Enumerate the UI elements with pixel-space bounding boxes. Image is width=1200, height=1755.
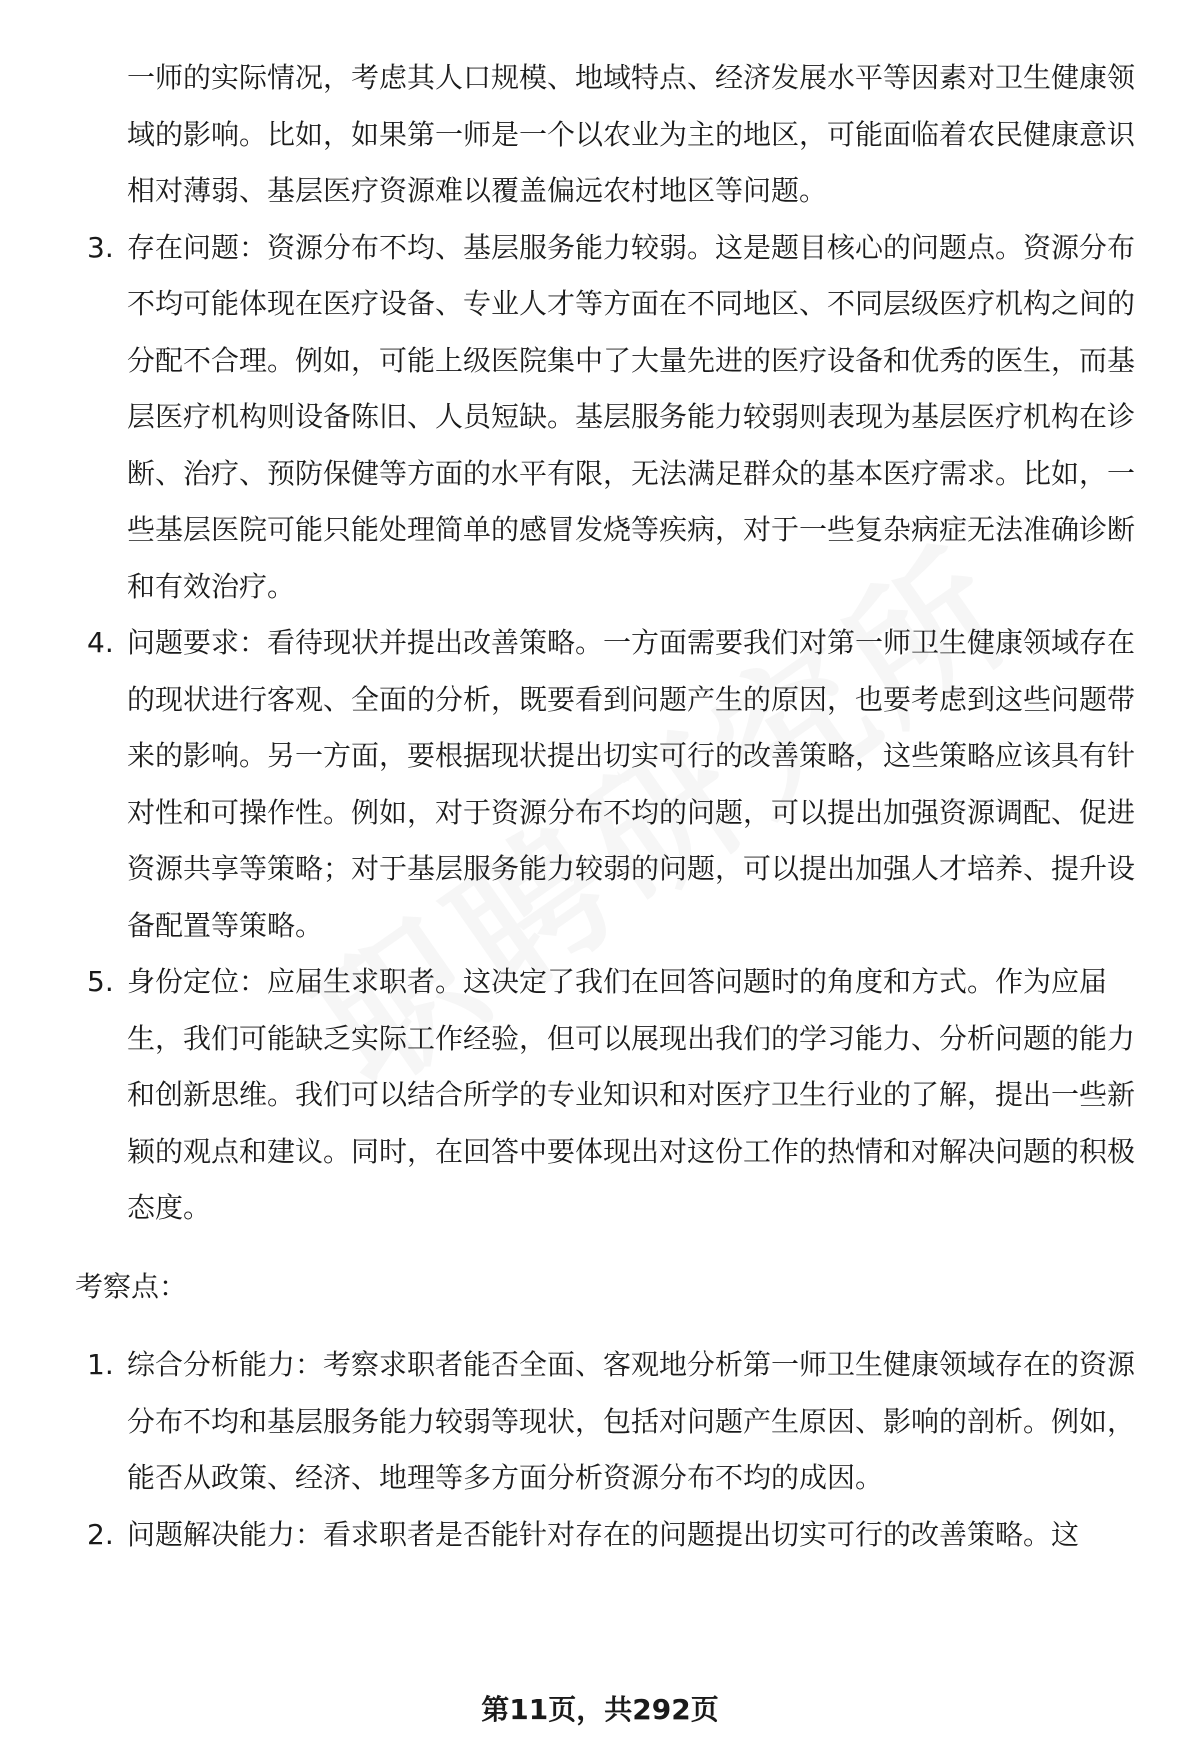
list-item-5: [75, 954, 1135, 1237]
list-item-text: 身份定位：应届生求职者。这决定了我们在回答问题时的角度和方式。作为应届生，我们可能缺乏实际工作经验，但可以展现出我们的学习能力、分析问题的能力和创新思维。我们可以结合所学的专业知识和对医疗卫生行业的了解，提出一些新颖的观点和建议。同时，在回答中要体现出对这份工作的热情和对解决问题的积极态度。: [127, 965, 1136, 1224]
list-item-text: 问题解决能力：看求职者是否能针对存在的问题提出切实可行的改善策略。这: [127, 1517, 1080, 1551]
list-item-4: [75, 615, 1135, 954]
list-number: 1.: [87, 1348, 114, 1381]
list-item-3: [75, 220, 1135, 616]
analysis-list: [75, 220, 1135, 1237]
list-number: 2.: [87, 1517, 114, 1551]
list-item-text: 问题要求：看待现状并提出改善策略。一方面需要我们对第一师卫生健康领域存在的现状进行客观、全面的分析，既要看到问题产生的原因，也要考虑到这些问题带来的影响。另一方面，要根据现状提出切实可行的改善策略，这些策略应该具有针对性和可操作性。例如，对于资源分布不均的问题，可以提出加强资源调配、促进资源共享等策略；对于基层服务能力较弱的问题，可以提出加强人才培养、提升设备配置等策略。: [127, 626, 1136, 942]
assessment-item-1: [75, 1337, 1135, 1507]
assessment-item-2: [75, 1507, 1135, 1564]
list-number: 4.: [87, 626, 114, 659]
document-body: [75, 50, 1135, 1563]
list-item-text: 综合分析能力：考察求职者能否全面、客观地分析第一师卫生健康领域存在的资源分布不均和基层服务能力较弱等现状，包括对问题产生原因、影响的剖析。例如，能否从政策、经济、地理等多方面分析资源分布不均的成因。: [127, 1348, 1136, 1494]
list-number: 5.: [87, 965, 114, 998]
page-number-footer: 第11页，共292页: [481, 1693, 719, 1726]
section-heading: 考察点：: [75, 1269, 188, 1303]
list-number: 3.: [87, 230, 114, 264]
list-item-text: 存在问题：资源分布不均、基层服务能力较弱。这是题目核心的问题点。资源分布不均可能体现在医疗设备、专业人才等方面在不同地区、不同层级医疗机构之间的分配不合理。例如，可能上级医院集中了大量先进的医疗设备和优秀的医生，而基层医疗机构则设备陈旧、人员短缺。基层服务能力较弱则表现为基层医疗机构在诊断、治疗、预防保健等方面的水平有限，无法满足群众的基本医疗需求。比如，一些基层医院可能只能处理简单的感冒发烧等疾病，对于一些复杂病症无法准确诊断和有效治疗。: [127, 230, 1136, 603]
continuation-text: 一师的实际情况，考虑其人口规模、地域特点、经济发展水平等因素对卫生健康领域的影响。比如，如果第一师是一个以农业为主的地区，可能面临着农民健康意识相对薄弱、基层医疗资源难以覆盖偏远农村地区等问题。: [127, 61, 1136, 207]
assessment-list: [75, 1337, 1135, 1563]
continuation-paragraph: [75, 50, 1135, 220]
